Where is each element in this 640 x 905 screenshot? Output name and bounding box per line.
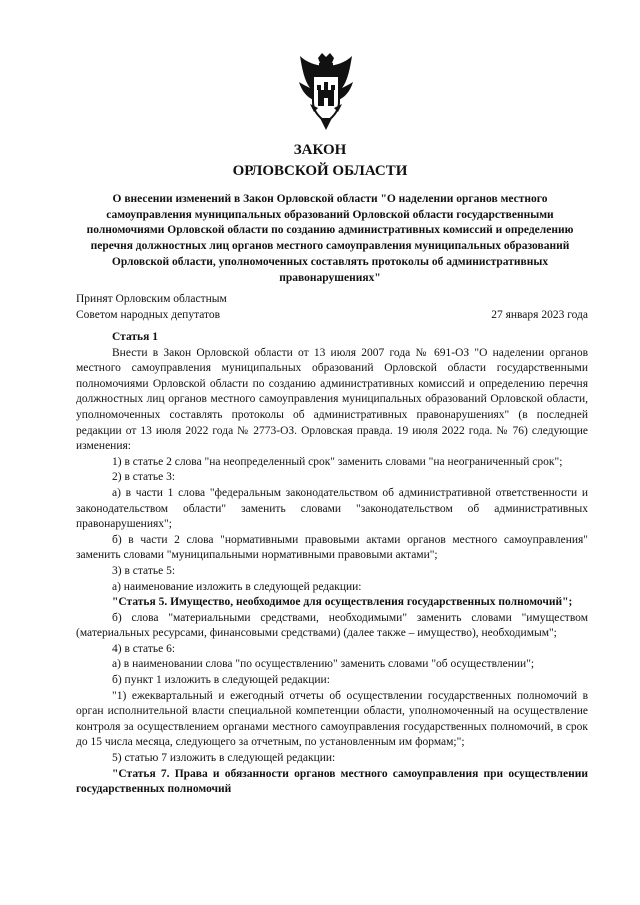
quoted-article-7-title: "Статья 7. Права и обязанности органов местного самоуправления при осуществлении государственных полномочий	[76, 767, 588, 796]
adoption-date: 27 января 2023 года	[491, 309, 588, 321]
paragraph: 3) в статье 5:	[112, 564, 176, 577]
paragraph: а) наименование изложить в следующей редакции:	[112, 580, 362, 593]
adoption-line-1: Принят Орловским областным	[76, 293, 227, 305]
paragraph: а) в части 1 слова "федеральным законодательством об административной ответственности и законодательством области" заменить словами "законодательством об административных правонарушениях";	[76, 486, 588, 531]
paragraph: а) в наименовании слова "по осуществлению" заменить словами "об осуществлении";	[112, 658, 535, 671]
law-region-title: ОРЛОВСКОЙ ОБЛАСТИ	[232, 163, 408, 179]
coat-of-arms-icon	[296, 52, 356, 134]
quoted-article-5-title: "Статья 5. Имущество, необходимое для осуществления государственных полномочий";	[112, 596, 573, 609]
paragraph: б) в части 2 слова "нормативными правовыми актами органов местного самоуправления" заменить словами "муниципальными нормативными правовыми актами";	[76, 533, 588, 562]
paragraph: 1) в статье 2 слова "на неопределенный срок" заменить словами "на неограниченный срок";	[112, 455, 563, 468]
article-1-heading: Статья 1	[112, 331, 158, 343]
paragraph: 2) в статье 3:	[112, 471, 176, 484]
paragraph: б) пункт 1 изложить в следующей редакции:	[112, 674, 330, 687]
paragraph: 4) в статье 6:	[112, 642, 176, 655]
law-title: ЗАКОН	[293, 142, 347, 158]
paragraph: Внести в Закон Орловской области от 13 июля 2007 года № 691-ОЗ "О наделении органов местного самоуправления муниципальных образований Орловской области государственными полномочиями Орловской области по созданию административных комиссий и определению перечня должностных лиц органов местного самоуправления муниципальных образований Орловской области, уполномоченных составлять протоколы об административных правонарушениях" (в последней редакции от 13 июля 2022 года № 2773-ОЗ. Орловская правда. 19 июля 2022 года. № 76) следующие изменения:	[76, 346, 588, 453]
article-1-body	[76, 330, 588, 798]
adoption-line-2: Советом народных депутатов	[76, 308, 221, 321]
paragraph: 5) статью 7 изложить в следующей редакции:	[112, 752, 336, 765]
law-subject: О внесении изменений в Закон Орловской области "О наделении органов местного самоуправления муниципальных образований Орловской области государственными полномочиями Орловской области по созданию административных комиссий и определению перечня должностных лиц органов местного самоуправления муниципальных образований Орловской области, уполномоченных составлять протоколы об административных правонарушениях"	[86, 193, 574, 284]
adoption-authority	[76, 292, 227, 323]
paragraph: "1) ежеквартальный и ежегодный отчеты об осуществлении государственных полномочий в орган исполнительной власти специальной компетенции области, уполномоченный на осуществление контроля за осуществлением органами местного самоуправления государственных полномочий, в срок до 15 числа месяца, следующего за отчетным, по установленным им формам;";	[76, 689, 588, 749]
paragraph: б) слова "материальными средствами, необходимыми" заменить словами "имуществом (материальных ресурсами, финансовыми средствами) (далее также – имущество), необходимым";	[76, 611, 588, 640]
